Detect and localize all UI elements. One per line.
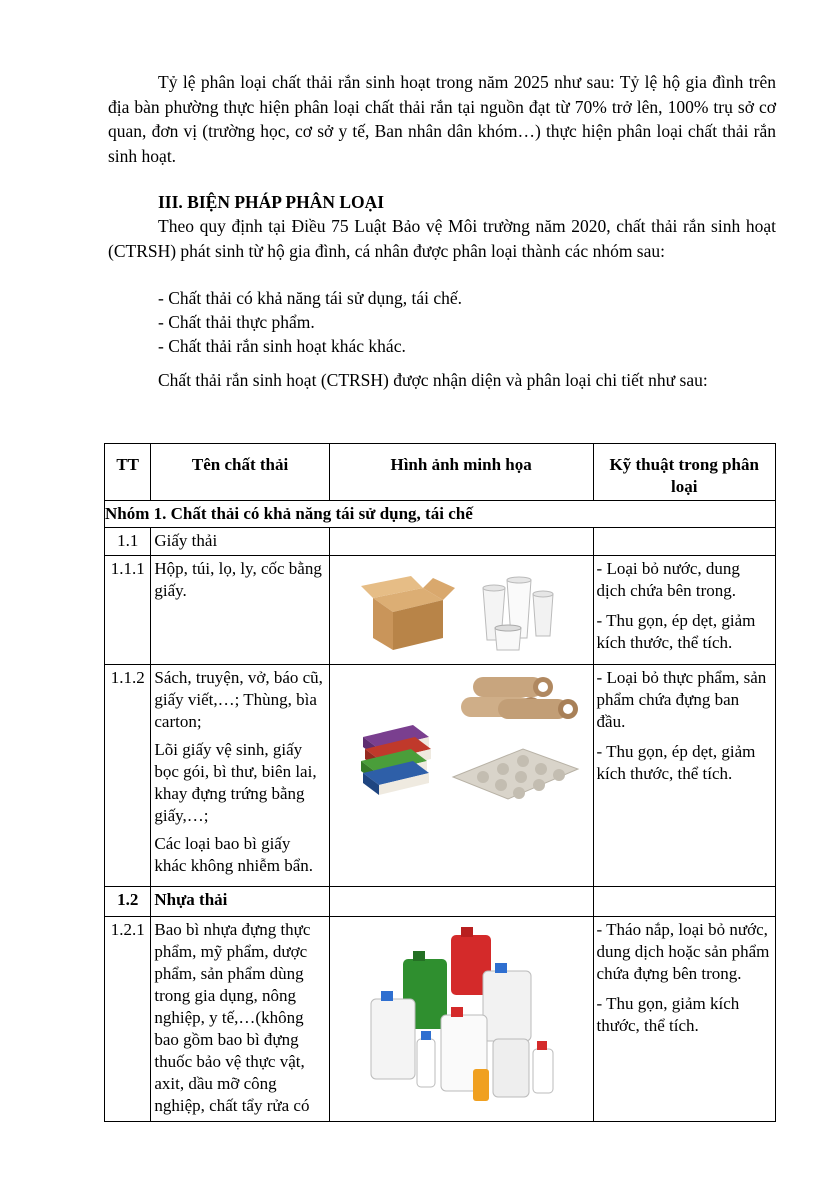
row-image (329, 665, 593, 887)
row-name (151, 665, 329, 887)
row-technique (593, 556, 775, 665)
paper-rolls-icon (461, 677, 578, 719)
table-row (105, 665, 776, 887)
table-header-row (105, 444, 776, 501)
technique-step: - Thu gọn, ép dẹt, giảm kích thước, thể tích. (596, 742, 756, 783)
section-heading: III. BIỆN PHÁP PHÂN LOẠI (158, 192, 385, 212)
paper-items-illustration (333, 558, 583, 658)
row-technique (593, 887, 775, 917)
header-tt: TT (105, 444, 151, 501)
row-tt: 1.1 (105, 528, 151, 556)
detail-paragraph: Chất thải rắn sinh hoạt (CTRSH) được nhận diện và phân loại chi tiết như sau: (158, 370, 708, 390)
row-tt: 1.1.1 (105, 556, 151, 665)
row-name-part: Lõi giấy vệ sinh, giấy bọc gói, bì thư, biên lai, khay đựng trứng bằng giấy,…; (154, 740, 317, 825)
list-item: - Chất thải rắn sinh hoạt khác khác. (158, 336, 406, 356)
group-row (105, 501, 776, 528)
row-tt: 1.2 (105, 887, 151, 917)
books-icon (361, 725, 431, 795)
paper-cups-icon (483, 577, 553, 650)
row-name-part: Sách, truyện, vở, báo cũ, giấy viết,…; Thùng, bìa carton; (154, 668, 323, 731)
cardboard-box-icon (361, 576, 455, 650)
header-name: Tên chất thải (151, 444, 329, 501)
paper-waste-illustration (333, 667, 583, 827)
header-image: Hình ảnh minh họa (329, 444, 593, 501)
row-name: Giấy thải (151, 528, 329, 556)
technique-step: - Loại bỏ thực phẩm, sản phẩm chứa đựng ban đầu. (596, 668, 767, 731)
groups-list (158, 286, 462, 358)
row-technique (593, 528, 775, 556)
row-image (329, 917, 593, 1122)
waste-classification-table (104, 443, 776, 1122)
egg-tray-icon (453, 749, 578, 799)
header-technique: Kỹ thuật trong phân loại (593, 444, 775, 501)
table-row (105, 528, 776, 556)
row-name-part: Các loại bao bì giấy khác không nhiễm bẩn. (154, 834, 314, 875)
row-name: Nhựa thải (151, 887, 329, 917)
row-image (329, 556, 593, 665)
table-row (105, 917, 776, 1122)
technique-step: - Thu gọn, ép dẹt, giảm kích thước, thể tích. (596, 611, 756, 652)
row-technique (593, 665, 775, 887)
row-image (329, 887, 593, 917)
plastic-containers-icon (371, 927, 553, 1101)
row-tt: 1.1.2 (105, 665, 151, 887)
row-technique (593, 917, 775, 1122)
regulation-paragraph: Theo quy định tại Điều 75 Luật Bảo vệ Môi trường năm 2020, chất thải rắn sinh hoạt (CTRSH) phát sinh từ hộ gia đình, cá nhân được phân loại thành các nhóm sau: (108, 216, 776, 261)
technique-step: - Tháo nắp, loại bỏ nước, dung dịch hoặc sản phẩm chứa đựng bên trong. (596, 920, 770, 983)
row-name: Bao bì nhựa đựng thực phẩm, mỹ phẩm, dược phẩm, sản phẩm dùng trong gia dụng, nông nghiệp, y tế,…(không bao gồm bao bì đựng thuốc bảo vệ thực vật, axit, dầu mỡ công nghiệp, chất tẩy rửa có (151, 917, 329, 1122)
intro-paragraph: Tỷ lệ phân loại chất thải rắn sinh hoạt trong năm 2025 như sau: Tỷ lệ hộ gia đình trên địa bàn phường thực hiện phân loại chất thải rắn tại nguồn đạt từ 70% trở lên, 100% trụ sở cơ quan, đơn vị (trường học, cơ sở y tế, Ban nhân dân khóm…) thực hiện phân loại chất thải rắn sinh hoạt. (108, 72, 776, 166)
table-row (105, 887, 776, 917)
technique-step: - Thu gọn, giảm kích thước, thể tích. (596, 994, 740, 1035)
group-1-title: Nhóm 1. Chất thải có khả năng tái sử dụng, tái chế (105, 501, 776, 528)
row-image (329, 528, 593, 556)
list-item: - Chất thải có khả năng tái sử dụng, tái chế. (158, 288, 462, 308)
row-name: Hộp, túi, lọ, ly, cốc bằng giấy. (151, 556, 329, 665)
table-row (105, 556, 776, 665)
plastic-containers-illustration (333, 919, 583, 1109)
technique-step: - Loại bỏ nước, dung dịch chứa bên trong. (596, 559, 740, 600)
row-tt: 1.2.1 (105, 917, 151, 1122)
list-item: - Chất thải thực phẩm. (158, 312, 315, 332)
